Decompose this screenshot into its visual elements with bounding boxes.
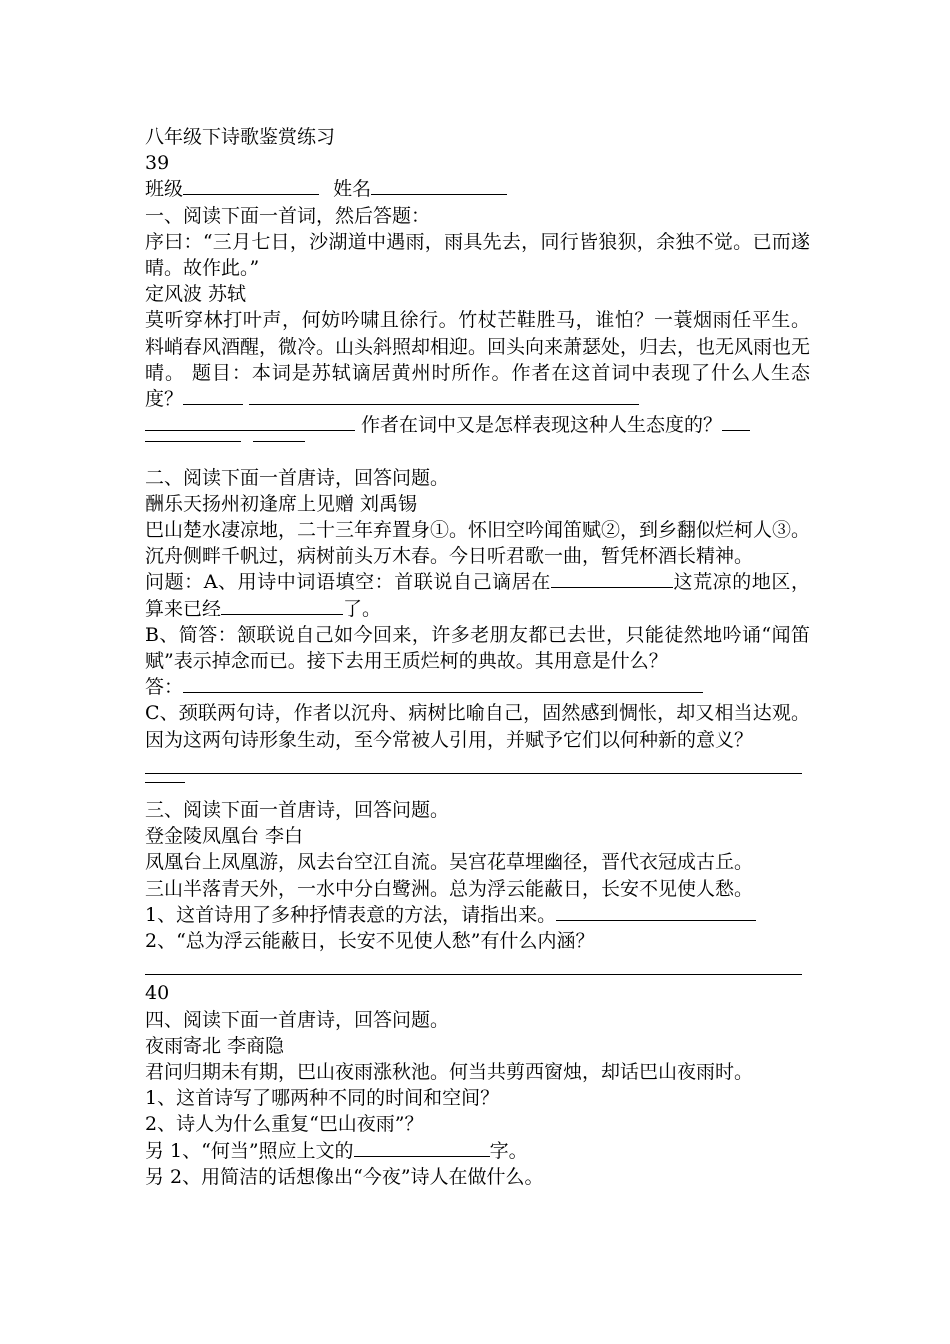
student-info-row (145, 176, 810, 202)
name-label: 姓名 (333, 178, 372, 201)
section-2-poem: 巴山楚水凄凉地，二十三年弃置身①。怀旧空吟闻笛赋②，到乡翻似烂柯人③。 沉舟侧畔千帆过，病树前头万木春。今日听君歌一曲，暂凭杯酒长精神。 (145, 518, 811, 568)
fill-blank-place[interactable] (551, 569, 673, 588)
answer-line[interactable] (145, 954, 810, 980)
section-4-extra-2: 另 2、用简洁的话想像出“今夜”诗人在做什么。 (145, 1165, 544, 1188)
section-2-question-b: B、简答：颔联说自己如今回来，许多老朋友都已去世，只能徒然地吟诵“闻笛赋”表示掉念而已。接下去用王质烂柯的典故。其用意是什么？ (145, 623, 810, 672)
section-3-poem-title: 登金陵凤凰台 李白 (145, 825, 304, 848)
answer-blank[interactable] (722, 412, 750, 431)
question-a-part1: 问题：A、用诗中词语填空：首联说自己谪居在 (145, 571, 551, 594)
answer-blank[interactable] (145, 412, 355, 431)
answer-underline[interactable] (145, 441, 241, 443)
section-2-question-a (145, 569, 810, 621)
answer-underline-row (145, 438, 810, 464)
section-3-question-1: 1、这首诗用了多种抒情表意的方法，请指出来。 (145, 903, 557, 926)
section-4-poem-title: 夜雨寄北 李商隐 (145, 1034, 285, 1057)
name-blank[interactable] (371, 176, 507, 195)
section-3-question-1-row (145, 902, 810, 928)
answer-blank[interactable] (183, 386, 243, 405)
section-1-poem-title: 定风波 苏轼 (145, 283, 247, 306)
section-4-extra-1-row (145, 1138, 810, 1164)
extra-1-post: 字。 (489, 1139, 528, 1162)
section-4-question-2: 2、诗人为什么重复“巴山夜雨”？ (145, 1113, 424, 1136)
answer-label: 答： (145, 676, 184, 699)
section-2-poem-title: 酬乐天扬州初逢席上见赠 刘禹锡 (145, 492, 418, 515)
page-number: 40 (145, 982, 170, 1005)
section-1-poem-and-question (145, 307, 810, 412)
section-1-preface: 序曰：“三月七日，沙湖道中遇雨，雨具先去，同行皆狼狈，余独不觉。已而遂晴。故作此。” (145, 230, 810, 279)
fill-blank-years[interactable] (221, 596, 343, 615)
question-a-part2: 这荒凉的地区，算来已经 (145, 571, 810, 620)
class-blank[interactable] (183, 176, 319, 195)
fill-blank-word[interactable] (354, 1138, 490, 1157)
section-1-poem-text: 莫听穿林打叶声，何妨吟啸且徐行。竹杖芒鞋胜马，谁怕？一蓑烟雨任平生。 料峭春风酒醒，微冷。山头斜照却相迎。回头向来萧瑟处，归去，也无风雨也无晴。 题目：本词是苏轼谪居黄州时所作。作者在这首词中表现了什么人生态度？ (145, 309, 811, 410)
worksheet-page (145, 124, 810, 1190)
section-2-question-c: C、颈联两句诗，作者以沉舟、病树比喻自己，固然感到惆怅，却又相当达观。因为这两句诗形象生动，至今常被人引用，并赋予它们以何种新的意义？ (145, 702, 810, 751)
worksheet-title: 八年级下诗歌鉴赏练习 (145, 126, 336, 148)
extra-1-pre: 另 1、“何当”照应上文的 (145, 1139, 354, 1162)
answer-blank[interactable] (183, 674, 703, 693)
class-label: 班级 (145, 178, 184, 201)
section-1-question-2-row (145, 412, 810, 438)
answer-underline[interactable] (145, 782, 185, 784)
section-4-question-1: 1、这首诗写了哪两种不同的时间和空间？ (145, 1087, 500, 1110)
section-1-question-2: 作者在词中又是怎样表现这种人生态度的？ (361, 414, 723, 437)
section-4-heading: 四、阅读下面一首唐诗，回答问题。 (145, 1008, 450, 1031)
answer-line[interactable] (145, 753, 810, 779)
answer-blank[interactable] (556, 902, 756, 921)
answer-blank[interactable] (249, 386, 639, 405)
section-1-heading: 一、阅读下面一首词，然后答题： (145, 204, 431, 227)
section-4-poem: 君问归期未有期，巴山夜雨涨秋池。何当共剪西窗烛，却话巴山夜雨时。 (145, 1060, 754, 1083)
question-a-part3: 了。 (343, 597, 382, 620)
answer-underline[interactable] (253, 441, 305, 443)
section-3-poem-line-2: 三山半落青天外，一水中分白鹭洲。总为浮云能蔽日，长安不见使人愁。 (145, 877, 754, 900)
answer-row (145, 674, 810, 700)
section-3-poem-line-1: 凤凰台上凤凰游，凤去台空江自流。吴宫花草埋幽径，晋代衣冠成古丘。 (145, 851, 754, 874)
section-3-heading: 三、阅读下面一首唐诗，回答问题。 (145, 799, 450, 822)
section-3-question-2: 2、“总为浮云能蔽日，长安不见使人愁”有什么内涵？ (145, 930, 595, 953)
section-2-heading: 二、阅读下面一首唐诗，回答问题。 (145, 466, 450, 489)
page-number: 39 (145, 152, 170, 175)
